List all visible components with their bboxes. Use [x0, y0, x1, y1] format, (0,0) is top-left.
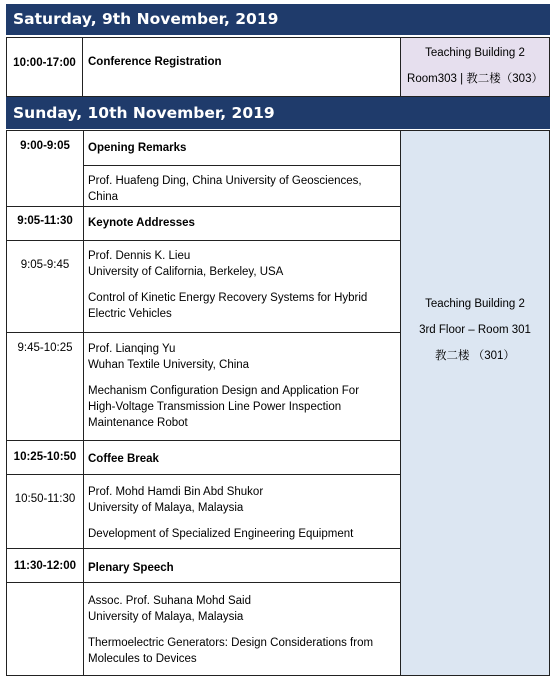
- day2-location-line3: 教二楼 （301）: [435, 350, 515, 362]
- said-talk-title-line2: Molecules to Devices: [88, 653, 197, 665]
- day1-event: Conference Registration: [88, 56, 222, 68]
- said-affiliation: University of Malaya, Malaysia: [88, 611, 244, 623]
- shukor-time: 10:50-11:30: [14, 493, 76, 505]
- opening-remarks-row: [7, 131, 400, 165]
- plenary-time: 11:30-12:00: [13, 560, 77, 572]
- row-divider: [83, 165, 400, 166]
- row-divider: [7, 582, 400, 583]
- opening-speaker-line1: Prof. Huafeng Ding, China University of Geosciences,: [88, 175, 362, 187]
- lieu-speaker: Prof. Dennis K. Lieu: [88, 250, 191, 262]
- day2-location-line2: 3rd Floor – Room 301: [419, 324, 531, 336]
- opening-remarks-title: Opening Remarks: [88, 142, 187, 154]
- row-divider: [7, 548, 400, 549]
- day2-header-text: Sunday, 10th November, 2019: [13, 104, 275, 122]
- said-talk: [83, 593, 400, 667]
- opening-speaker-line2: China: [88, 191, 119, 203]
- day1-location-cell: [400, 38, 549, 96]
- coffee-break-time: 10:25-10:50: [13, 451, 77, 463]
- day1-header: [6, 4, 550, 35]
- day2-header: [6, 97, 550, 129]
- lieu-talk-title-line1: Control of Kinetic Energy Recovery Systems for Hybrid: [88, 292, 368, 304]
- yu-affiliation: Wuhan Textile University, China: [88, 359, 250, 371]
- lieu-affiliation: University of California, Berkeley, USA: [88, 266, 284, 278]
- said-speaker: Assoc. Prof. Suhana Mohd Said: [88, 595, 252, 607]
- shukor-talk-title-line1: Development of Specialized Engineering Equipment: [88, 528, 354, 540]
- said-talk-title-line1: Thermoelectric Generators: Design Considerations from: [88, 637, 374, 649]
- lieu-talk: [83, 248, 400, 322]
- shukor-affiliation: University of Malaya, Malaysia: [88, 502, 244, 514]
- shukor-talk: [83, 484, 400, 542]
- day2-location-cell: [400, 131, 549, 675]
- opening-remarks-time: 9:00-9:05: [20, 140, 70, 152]
- keynote-title: Keynote Addresses: [88, 217, 195, 229]
- lieu-time: 9:05-9:45: [20, 259, 70, 271]
- day1-location-line1: Teaching Building 2: [425, 47, 525, 59]
- keynote-time: 9:05-11:30: [17, 215, 73, 227]
- day1-time: 10:00-17:00: [7, 38, 83, 96]
- shukor-speaker: Prof. Mohd Hamdi Bin Abd Shukor: [88, 486, 264, 498]
- day2-location-line1: Teaching Building 2: [425, 298, 525, 310]
- row-divider: [7, 332, 400, 333]
- row-divider: [7, 206, 400, 207]
- yu-speaker: Prof. Lianqing Yu: [88, 343, 176, 355]
- day1-header-text: Saturday, 9th November, 2019: [13, 10, 279, 28]
- opening-speaker: [83, 173, 400, 205]
- yu-talk: [83, 341, 400, 431]
- day1-registration-row: [6, 37, 550, 97]
- yu-talk-title-line3: Maintenance Robot: [88, 417, 188, 429]
- yu-talk-title-line2: High-Voltage Transmission Line Power Inspection: [88, 401, 342, 413]
- coffee-break-title: Coffee Break: [88, 453, 159, 465]
- yu-time: 9:45-10:25: [17, 342, 73, 354]
- plenary-title: Plenary Speech: [88, 562, 174, 574]
- day1-location-line2: Room303 | 教二楼（303）: [407, 73, 543, 85]
- row-divider: [7, 474, 400, 475]
- yu-talk-title-line1: Mechanism Configuration Design and Application For: [88, 385, 360, 397]
- lieu-talk-title-line2: Electric Vehicles: [88, 308, 172, 320]
- row-divider: [7, 240, 400, 241]
- row-divider: [7, 440, 400, 441]
- day2-schedule-table: [6, 130, 550, 676]
